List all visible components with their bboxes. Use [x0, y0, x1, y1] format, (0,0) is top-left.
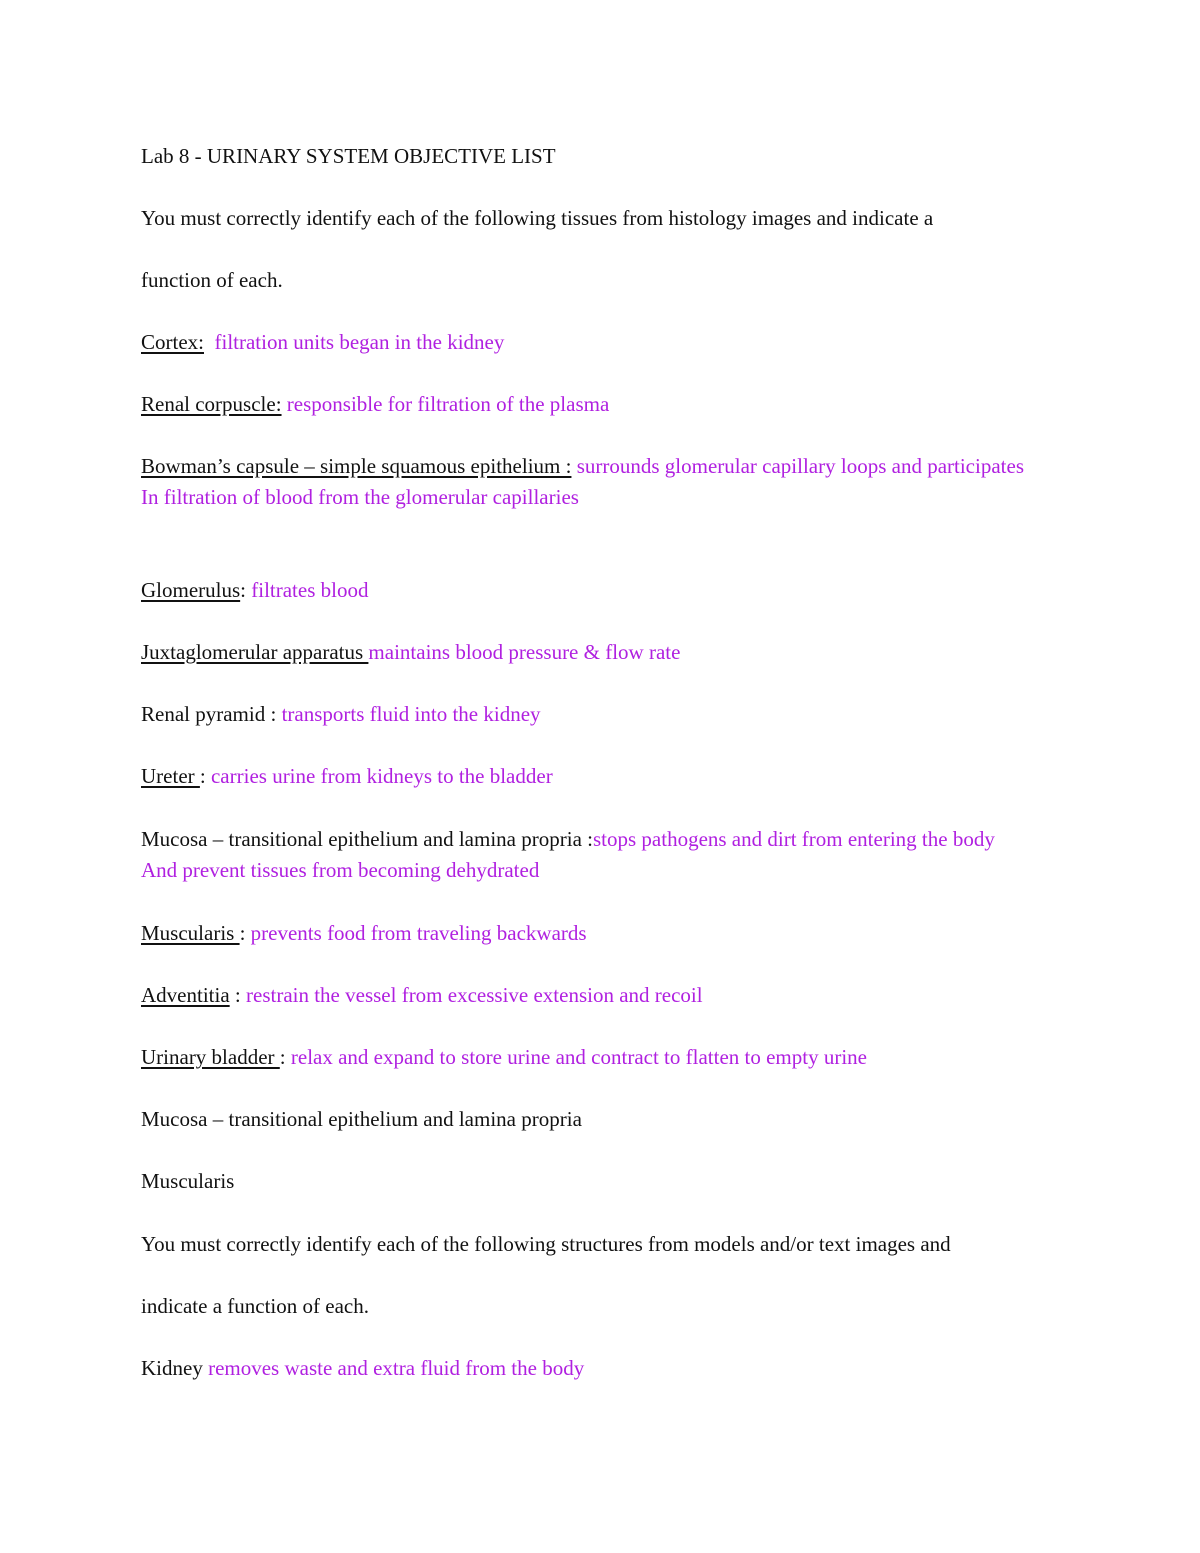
answer-text: responsible for filtration of the plasma [286, 392, 610, 416]
answer-text: restrain the vessel from excessive extension and recoil [246, 983, 703, 1007]
answer-text: prevents food from traveling backwards [250, 921, 587, 945]
objective-mucosa-ureter [141, 826, 995, 852]
term-label: Juxtaglomerular apparatus [141, 640, 369, 664]
objective-mucosa-bladder: Mucosa – transitional epithelium and lamina propria [141, 1107, 582, 1131]
objective-muscularis-bladder: Muscularis [141, 1169, 235, 1193]
answer-text: maintains blood pressure & flow rate [368, 640, 681, 664]
answer-text: carries urine from kidneys to the bladder [210, 764, 553, 788]
separator: : [239, 921, 251, 945]
answer-text: relax and expand to store urine and contract to flatten to empty urine [290, 1045, 868, 1069]
objective-bowmans-capsule [141, 453, 1024, 479]
term-label: Renal pyramid : [141, 702, 277, 726]
term-label: Bowman’s capsule – simple squamous epithelium : [141, 454, 572, 478]
term-label: Ureter [141, 764, 200, 788]
answer-text: removes waste and extra fluid from the body [208, 1356, 585, 1380]
separator: : [240, 578, 252, 602]
answer-text: transports fluid into the kidney [281, 702, 541, 726]
term-label: Mucosa – transitional epithelium and lamina propria : [141, 827, 593, 851]
answer-text: filtration units began in the kidney [214, 330, 505, 354]
separator: : [229, 983, 246, 1007]
term-label: Glomerulus [141, 578, 241, 602]
structures-paragraph-line-2: indicate a function of each. [141, 1294, 369, 1318]
intro-paragraph-line-2: function of each. [141, 268, 283, 292]
objective-juxtaglomerular-apparatus [141, 639, 680, 665]
term-label: Adventitia [141, 983, 230, 1007]
answer-text: stops pathogens and dirt from entering the body [592, 827, 995, 851]
objective-renal-pyramid [141, 701, 541, 727]
separator: : [279, 1045, 291, 1069]
doc-title: Lab 8 - URINARY SYSTEM OBJECTIVE LIST [141, 144, 556, 168]
objective-ureter [141, 763, 553, 789]
objective-urinary-bladder [141, 1044, 867, 1070]
term-label: Urinary bladder [141, 1045, 280, 1069]
objective-glomerulus [141, 577, 368, 603]
answer-text-continued: And prevent tissues from becoming dehydrated [141, 858, 540, 882]
answer-text: surrounds glomerular capillary loops and participates [576, 454, 1024, 478]
term-label: Renal corpuscle: [141, 392, 282, 416]
objective-adventitia [141, 982, 703, 1008]
term-label: Kidney [141, 1356, 203, 1380]
term-label: Cortex: [141, 330, 204, 354]
objective-muscularis-ureter [141, 920, 587, 946]
intro-paragraph-line-1: You must correctly identify each of the following tissues from histology images and indicate a [141, 206, 934, 230]
separator: : [199, 764, 211, 788]
objective-renal-corpuscle [141, 391, 609, 417]
separator [204, 330, 215, 354]
structures-paragraph-line-1: You must correctly identify each of the following structures from models and/or text images and [141, 1232, 951, 1256]
term-label: Muscularis [141, 921, 240, 945]
objective-cortex [141, 329, 504, 355]
answer-text-continued: In filtration of blood from the glomerular capillaries [141, 485, 579, 509]
answer-text: filtrates blood [251, 578, 369, 602]
objective-kidney [141, 1355, 584, 1381]
